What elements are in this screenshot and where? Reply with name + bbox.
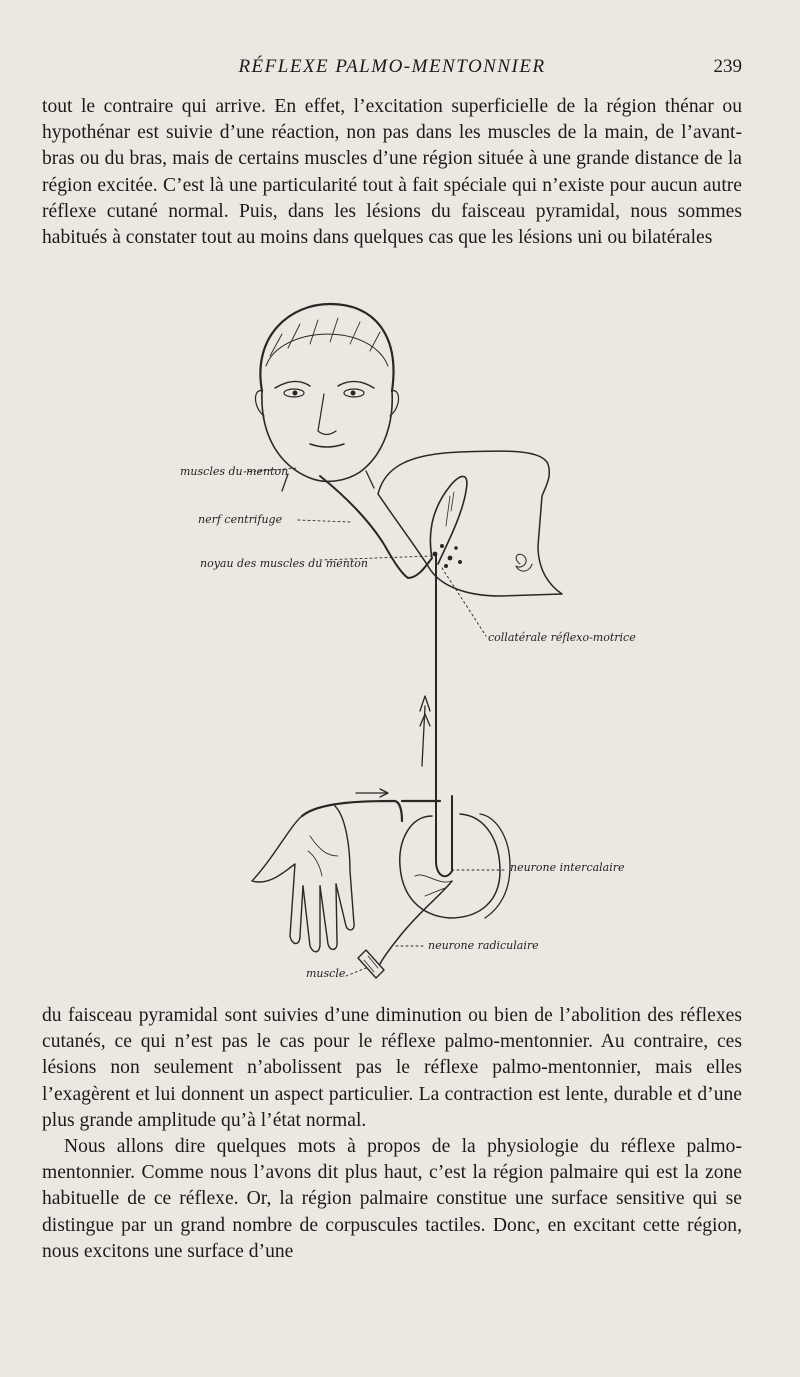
page-number: 239 — [713, 56, 742, 77]
reflex-arc-drawing — [170, 296, 610, 996]
running-head — [42, 56, 742, 80]
label-nerf-centrifuge: nerf centrifuge — [198, 513, 283, 526]
label-collaterale: collatérale réflexo-motrice — [488, 631, 636, 644]
paragraph: Nous allons dire quelques mots à propos de la physiologie du réflexe palmo-mentonnier. Comme nous l’avons dit plus haut, c’est la région palmaire qui est la zone habituelle de ce réflexe. Or, la région palmaire constitue une surface sensitive qui se distingue par un grand nombre de corpuscules tactiles. Donc, en excitant cette région, nous excitons une surface d’une — [42, 1136, 742, 1262]
label-muscles-menton: muscles du menton — [180, 465, 289, 478]
body-text-bottom — [42, 1003, 742, 1265]
body-text-top — [42, 94, 742, 251]
label-neurone-radiculaire: neurone radiculaire — [428, 939, 539, 952]
face-drawing — [256, 304, 399, 491]
running-title: RÉFLEXE PALMO-MENTONNIER — [238, 56, 546, 77]
label-neurone-intercalaire: neurone intercalaire — [510, 861, 625, 874]
paragraph: du faisceau pyramidal sont suivies d’une diminution ou bien de l’abolition des réflexes cutanés, ce qui n’est pas le cas pour le réflexe palmo-mentonnier. Au contraire, ces lésions non seulement n’abolissent pas le réflexe palmo-mentonnier, mais elles l’exagèrent et lui donnent un aspect particulier. La contraction est lente, durable et d’une plus grande amplitude qu’à l’état normal. — [42, 1005, 742, 1131]
hand-drawing — [252, 806, 354, 952]
label-muscle: muscle — [306, 967, 346, 980]
paragraph: tout le contraire qui arrive. En effet, l’excitation superficielle de la région thénar ou hypothénar est suivie d’une réaction, non pas dans les muscles de la main, de l’avant-bras ou du bras, mais de certains muscles d’une région située à une grande distance de la région excitée. C’est là une particularité tout à fait spéciale qui n’existe pour aucun autre réflexe cutané normal. Puis, dans les lésions du faisceau pyramidal, nous sommes habitués à constater tout au moins dans quelques cas que les lésions uni ou bilatérales — [42, 96, 742, 249]
reflex-arc-figure — [170, 296, 636, 996]
label-noyau-muscles: noyau des muscles du menton — [200, 557, 369, 570]
